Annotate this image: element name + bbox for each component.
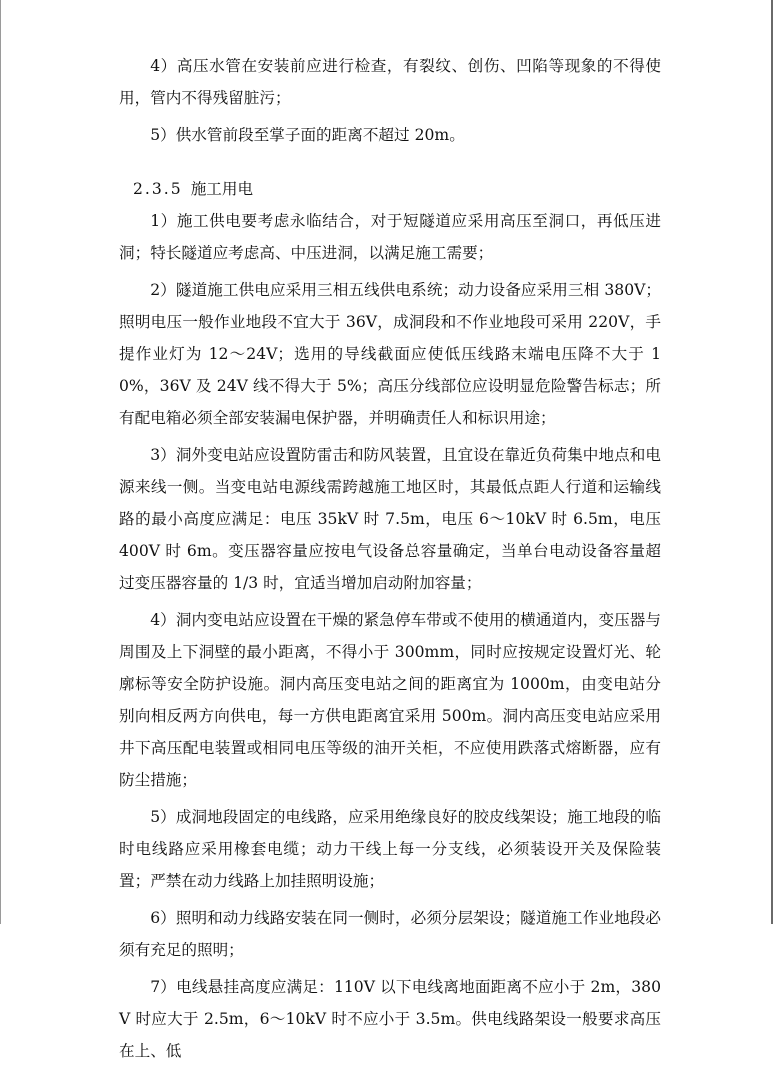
paragraph-water-pipe-inspection: 4）高压水管在安装前应进行检查，有裂纹、创伤、凹陷等现象的不得使用，管内不得残留脏污； — [119, 57, 661, 107]
section-heading — [119, 173, 661, 205]
paragraph-item-2: 2）隧道施工供电应采用三相五线供电系统；动力设备应采用三相 380V；照明电压一般作业地段不宜大于 36V，成洞段和不作业地段可采用 220V，手提作业灯为 12～24V；选用的导线截面应使低压线路末端电压降不大于 10%，36V 及 24V 线不得大于 5%；高压分线部位应设明显危险警告标志；所有配电箱必须全部安装漏电保护器，并明确责任人和标识用途； — [119, 281, 661, 427]
paragraph-item-6: 6）照明和动力线路安装在同一侧时，必须分层架设；隧道施工作业地段必须有充足的照明； — [119, 909, 661, 959]
paragraph-item-1: 1）施工供电要考虑永临结合，对于短隧道应采用高压至洞口，再低压进洞；特长隧道应考虑高、中压进洞，以满足施工需要； — [119, 212, 661, 262]
paragraph-item-5: 5）成洞地段固定的电线路，应采用绝缘良好的胶皮线架设；施工地段的临时电线路应采用橡套电缆；动力干线上每一分支线，必须装设开关及保险装置；严禁在动力线路上加挂照明设施； — [119, 808, 661, 890]
paragraph-water-pipe-distance: 5）供水管前段至掌子面的距离不超过 20m。 — [150, 126, 465, 144]
paragraph-item-3: 3）洞外变电站应设置防雷击和防风装置，且宜设在靠近负荷集中地点和电源来线一侧。当变电站电源线需跨越施工地区时，其最低点距人行道和运输线路的最小高度应满足：电压 35kV 时 7.5m，电压 6～10kV 时 6.5m，电压 400V 时 6m。变压器容量应按电气设备总容量确定，当单台电动设备容量超过变压器容量的 1/3 时，宜适当增加启动附加容量； — [119, 446, 661, 592]
section-number: 2.3.5 — [133, 180, 183, 198]
section-title: 施工用电 — [190, 180, 254, 198]
paragraph-item-7: 7）电线悬挂高度应满足：110V 以下电线离地面距离不应小于 2m，380V 时应大于 2.5m，6～10kV 时不应小于 3.5m。供电线路架设一般要求高压在上、低 — [119, 978, 661, 1060]
document-body — [119, 50, 661, 1067]
paragraph-item-4: 4）洞内变电站应设置在干燥的紧急停车带或不使用的横通道内，变压器与周围及上下洞壁的最小距离，不得小于 300mm，同时应按规定设置灯光、轮廓标等安全防护设施。洞内高压变电站之间的距离宜为 1000m，由变电站分别向相反两方向供电，每一方供电距离宜采用 500m。洞内高压变电站应采用井下高压配电装置或相同电压等级的油开关柜，不应使用跌落式熔断器，应有防尘措施； — [119, 611, 661, 789]
